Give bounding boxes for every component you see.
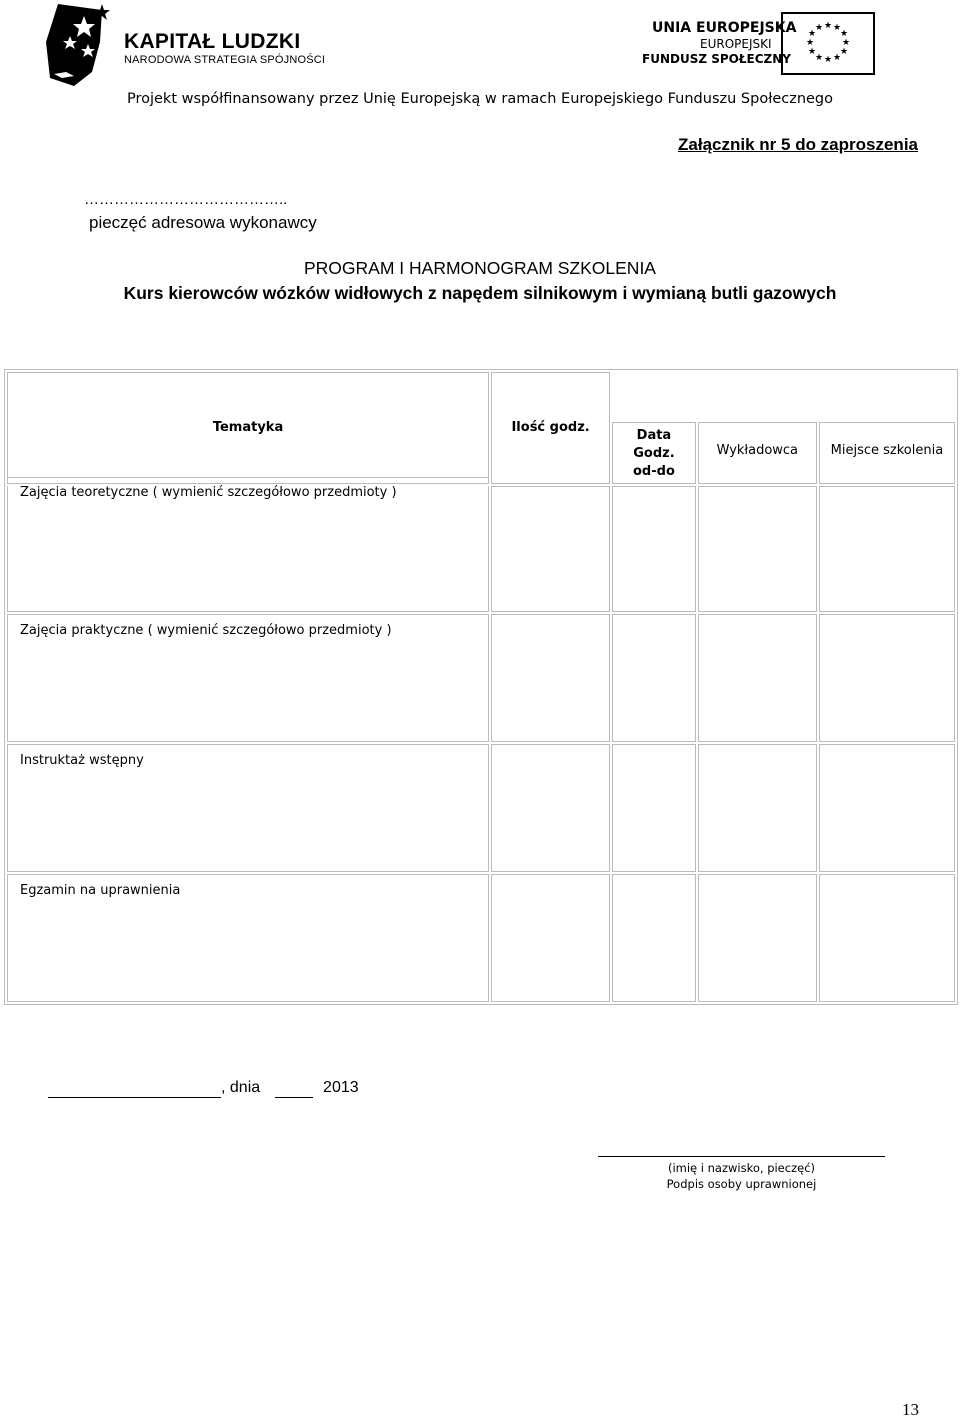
date-header-line3: od-do bbox=[633, 464, 675, 479]
cofinancing-note: Projekt współfinansowany przez Unię Europejską w ramach Europejskiego Funduszu Społecznego bbox=[126, 91, 834, 107]
logo-subtitle: NARODOWA STRATEGIA SPÓJNOŚCI bbox=[124, 54, 326, 66]
day-blank[interactable] bbox=[275, 1079, 313, 1098]
place-blank[interactable] bbox=[48, 1079, 221, 1098]
date-label: , dnia bbox=[221, 1079, 261, 1096]
svg-text:★: ★ bbox=[839, 29, 849, 39]
place-header-cell bbox=[819, 372, 955, 484]
signature-caption-name: (imię i nazwisko, pieczęć) bbox=[667, 1161, 816, 1175]
topic-header-cell bbox=[7, 372, 489, 500]
hours-header: Ilość godz. bbox=[511, 420, 590, 435]
exam-lecturer-cell bbox=[698, 874, 817, 1002]
exam-place-cell bbox=[819, 874, 955, 1002]
instruction-hours-cell bbox=[491, 744, 610, 872]
lecturer-header: Wykładowca bbox=[698, 422, 817, 484]
exam-topic-cell bbox=[7, 874, 489, 1002]
date-header-line2: Godz. bbox=[633, 446, 675, 461]
section-exam-label: Egzamin na uprawnienia bbox=[20, 883, 181, 898]
svg-text:★: ★ bbox=[805, 38, 815, 48]
lecturer-header-cell bbox=[698, 372, 817, 484]
theory-lecturer-cell bbox=[698, 486, 817, 612]
instruction-place-cell bbox=[819, 744, 955, 872]
section-practice-label: Zajęcia praktyczne ( wymienić szczegółowo przedmioty ) bbox=[20, 623, 392, 638]
section-theory-label: Zajęcia teoretyczne ( wymienić szczegółowo przedmioty ) bbox=[20, 485, 397, 500]
svg-text:★: ★ bbox=[823, 21, 833, 31]
year-text: 2013 bbox=[323, 1079, 359, 1096]
svg-text:★: ★ bbox=[814, 53, 824, 63]
place-date-line bbox=[48, 1079, 359, 1098]
svg-text:★: ★ bbox=[814, 23, 824, 33]
exam-hours-cell bbox=[491, 874, 610, 1002]
theory-topic-cell bbox=[7, 486, 489, 612]
place-header: Miejsce szkolenia bbox=[819, 422, 955, 484]
theory-date-cell bbox=[612, 486, 696, 612]
practice-date-cell bbox=[612, 614, 696, 742]
practice-hours-cell bbox=[491, 614, 610, 742]
svg-text:★: ★ bbox=[807, 29, 817, 39]
svg-text:★: ★ bbox=[839, 47, 849, 57]
document-title: PROGRAM I HARMONOGRAM SZKOLENIA bbox=[304, 258, 656, 278]
practice-topic-cell bbox=[7, 614, 489, 742]
page-number: 13 bbox=[902, 1400, 919, 1419]
eu-title: UNIA EUROPEJSKA bbox=[652, 20, 797, 36]
svg-text:★: ★ bbox=[832, 23, 842, 33]
attachment-label: Załącznik nr 5 do zaproszenia bbox=[678, 135, 918, 154]
section-instruction-label: Instruktaż wstępny bbox=[20, 753, 144, 768]
theory-hours-cell bbox=[491, 486, 610, 612]
eu-fund-line1: EUROPEJSKI bbox=[700, 37, 772, 51]
signature-line[interactable] bbox=[598, 1156, 885, 1157]
seal-label: pieczęć adresowa wykonawcy bbox=[89, 213, 317, 232]
hours-header-cell bbox=[491, 372, 610, 484]
svg-text:★: ★ bbox=[823, 55, 833, 65]
theory-place-cell bbox=[819, 486, 955, 612]
eu-fund-line2: FUNDUSZ SPOŁECZNY bbox=[642, 52, 791, 66]
instruction-lecturer-cell bbox=[698, 744, 817, 872]
practice-lecturer-cell bbox=[698, 614, 817, 742]
signature-caption-authorized: Podpis osoby uprawnionej bbox=[666, 1177, 817, 1191]
svg-text:★: ★ bbox=[807, 47, 817, 57]
instruction-topic-cell bbox=[7, 744, 489, 872]
logo-title: KAPITAŁ LUDZKI bbox=[124, 30, 301, 53]
topic-header: Tematyka bbox=[212, 420, 284, 435]
program-table bbox=[4, 369, 958, 1005]
practice-place-cell bbox=[819, 614, 955, 742]
date-header-cell bbox=[612, 372, 696, 484]
eu-flag-icon bbox=[781, 12, 875, 75]
date-header bbox=[612, 422, 696, 484]
instruction-date-cell bbox=[612, 744, 696, 872]
kapital-ludzki-logo bbox=[44, 2, 120, 88]
exam-date-cell bbox=[612, 874, 696, 1002]
svg-text:★: ★ bbox=[841, 38, 851, 48]
svg-text:★: ★ bbox=[832, 53, 842, 63]
course-title: Kurs kierowców wózków widłowych z napędem silnikowym i wymianą butli gazowych bbox=[123, 283, 837, 303]
date-header-line1: Data bbox=[636, 428, 672, 443]
seal-dots: ………………………………….. bbox=[84, 191, 288, 208]
